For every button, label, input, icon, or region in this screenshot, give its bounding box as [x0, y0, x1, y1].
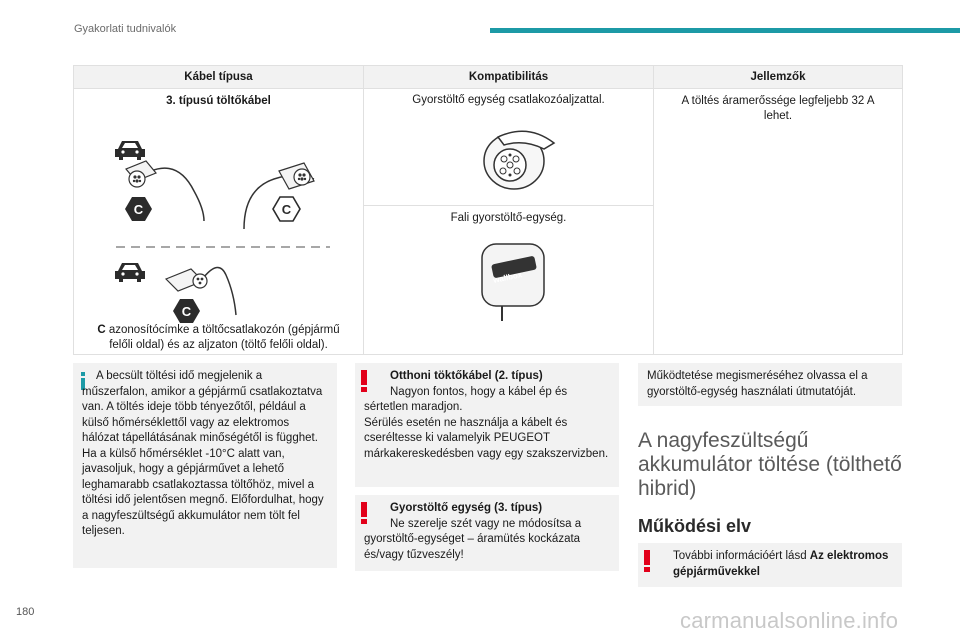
note-text: Működtetése megismeréséhez olvassa el a gyorstöltő-egység használati útmutatóját. — [647, 370, 868, 398]
column-header: Kábel típusa — [74, 66, 364, 89]
label-caption — [84, 323, 353, 353]
note-box — [638, 363, 902, 406]
feature-text: A töltés áramerőssége legfeljebb 32 A lehet. — [681, 95, 875, 122]
compat-fast-charger: Gyorstöltő egység csatlakozóaljzattal. — [412, 94, 605, 106]
info-box — [73, 363, 337, 568]
label-c-text: C — [181, 304, 192, 319]
watermark: carmanualsonline.info — [680, 608, 899, 633]
compat-wall-charger: Fali gyorstöltő-egység. — [450, 212, 567, 224]
warning-title: Gyorstöltő egység (3. típus) — [390, 502, 543, 514]
wallbox-logo-text: wallbox — [492, 270, 523, 285]
column-header: Jellemzők — [654, 66, 903, 89]
warning-text: Nagyon fontos, hogy a kábel ép és sértetlen maradjon. Sérülés esetén ne használja a kábelt és cseréltesse ki valamelyik PEUGEOT márkakereskedésben vagy egy szakszervizben. — [364, 385, 609, 460]
wallbox-icon — [464, 236, 564, 326]
warning-box-see-also — [638, 543, 902, 587]
header-accent-bar — [490, 28, 960, 33]
type3-plug-icon — [126, 161, 156, 187]
warning-box-fast-charger — [355, 495, 619, 571]
car-icon — [115, 141, 145, 160]
running-header: Gyakorlati tudnivalók — [74, 23, 177, 35]
info-text: A becsült töltési idő megjelenik a műszerfalon, amikor a gépjármű csatlakoztatva van. A töltés ideje több tényezőtől, például a külső hőmérséklettől vagy az elektromos hálózat tápellátásának minőségétől is függhet. Ha a külső hőmérséklet -10°C alatt van, javasoljuk, hogy a gépjárművet a lehető leghamarabb csatlakoztassa töltőhöz, mivel a töltési idő jelentősen megnő. Előfordulhat, hogy a nagyfeszültségű akkumulátor nem tölt fel teljesen. — [82, 370, 324, 537]
charging-cable-table — [73, 65, 903, 355]
see-also-link-text: Az elektromos gépjárművekkel — [673, 550, 889, 578]
type3-plug-icon — [166, 269, 207, 291]
label-c-text: C — [133, 202, 144, 217]
warning-text: Ne szerelje szét vagy ne módosítsa a gyorstöltő-egységet – áramütés kockázata és/vagy tűzveszély! — [364, 517, 582, 561]
page-number: 180 — [16, 606, 35, 618]
charging-socket-icon — [464, 119, 564, 199]
label-c-text: C — [281, 202, 292, 217]
warning-box-home-cable — [355, 363, 619, 487]
sub-title: Működési elv — [638, 516, 752, 536]
caption-text: azonosítócímke a töltőcsatlakozón (gépjármű felőli oldal) és az aljzaton (töltő felőli oldal). — [105, 324, 340, 351]
type3-cable-illustration — [74, 89, 364, 354]
table-row — [74, 89, 903, 206]
table-header-row — [74, 66, 903, 89]
type3-plug-icon — [279, 163, 314, 189]
warning-title: Otthoni töktőkábel (2. típus) — [390, 370, 543, 382]
column-header: Kompatibilitás — [364, 66, 654, 89]
section-title: A nagyfeszültségű akkumulátor töltése (tölthető hibrid) — [638, 429, 902, 500]
see-also-text: További információért lásd — [673, 550, 810, 562]
car-icon — [115, 263, 145, 282]
caption-bold-letter: C — [97, 324, 106, 336]
cable-type-label: 3. típusú töltőkábel — [166, 95, 271, 107]
